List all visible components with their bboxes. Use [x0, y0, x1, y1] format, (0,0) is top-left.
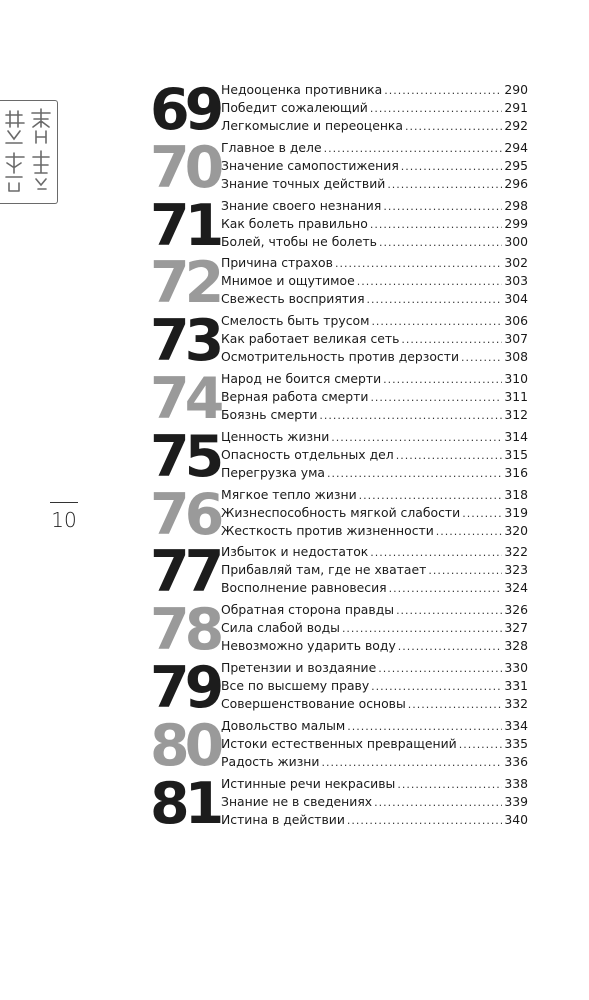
dot-leader [462, 507, 502, 520]
dot-leader [378, 662, 502, 675]
toc-entry[interactable] [221, 562, 528, 580]
dot-leader [389, 582, 503, 595]
toc-entry-title: Причина страхов [221, 255, 333, 270]
toc-entry-page: 314 [504, 429, 528, 444]
toc-entry-page: 326 [504, 602, 528, 617]
toc-entry-page: 335 [504, 736, 528, 751]
dot-leader [331, 431, 502, 444]
chapter-number: 80 [150, 713, 220, 779]
toc-chapter [150, 135, 540, 201]
toc-entry[interactable] [221, 349, 528, 367]
toc-entry-page: 306 [504, 313, 528, 328]
toc-entry-page: 307 [504, 331, 528, 346]
toc-entry-page: 339 [504, 794, 528, 809]
chapter-number: 69 [150, 77, 220, 143]
dot-leader [461, 351, 502, 364]
toc-entry-page: 316 [504, 465, 528, 480]
toc-chapter [150, 424, 540, 490]
toc-entry[interactable] [221, 660, 528, 678]
toc-entry-page: 294 [504, 140, 528, 155]
dot-leader [347, 814, 502, 827]
toc-entry[interactable] [221, 176, 528, 194]
chapter-number: 75 [150, 424, 220, 490]
dot-leader [396, 604, 502, 617]
dot-leader [319, 409, 502, 422]
toc-entry-page: 291 [504, 100, 528, 115]
toc-entry-title: Все по высшему праву [221, 678, 370, 693]
toc-entry-title: Знание не в сведениях [221, 794, 373, 809]
toc-entry-title: Победит сожалеющий [221, 100, 368, 115]
page-number-rule [50, 502, 78, 503]
dot-leader [370, 546, 502, 559]
toc-entry[interactable] [221, 140, 528, 158]
toc-entry[interactable] [221, 678, 528, 696]
toc-entry-page: 331 [504, 678, 528, 693]
toc-entry-title: Как работает великая сеть [221, 331, 400, 346]
dot-leader [371, 680, 502, 693]
toc-entry-title: Главное в деле [221, 140, 322, 155]
toc-entry-title: Мягкое тепло жизни [221, 487, 357, 502]
toc-entry-title: Истинные речи некрасивы [221, 776, 396, 791]
toc-entry[interactable] [221, 465, 528, 483]
toc-entry[interactable] [221, 291, 528, 309]
toc-entry-page: 336 [504, 754, 528, 769]
toc-entry-title: Знание своего незнания [221, 198, 382, 213]
toc-entry-page: 323 [504, 562, 528, 577]
dot-leader [370, 391, 502, 404]
toc-chapter [150, 655, 540, 721]
toc-entry-title: Народ не боится смерти [221, 371, 382, 386]
dot-leader [405, 120, 502, 133]
dot-leader [387, 178, 502, 191]
toc-entry[interactable] [221, 82, 528, 100]
toc-entry-page: 327 [504, 620, 528, 635]
toc-entry[interactable] [221, 736, 528, 754]
dot-leader [321, 756, 502, 769]
toc-entry-page: 340 [504, 812, 528, 827]
chapter-number: 70 [150, 135, 220, 201]
toc-entry-title: Жесткость против жизненности [221, 523, 434, 538]
toc-entry[interactable] [221, 447, 528, 465]
dot-leader [398, 640, 503, 653]
seal-glyphs-icon [0, 101, 58, 205]
toc-entry[interactable] [221, 331, 528, 349]
toc-chapter [150, 482, 540, 548]
toc-entry-page: 303 [504, 273, 528, 288]
toc-entry[interactable] [221, 429, 528, 447]
chapter-number: 77 [150, 539, 220, 605]
toc-entry[interactable] [221, 602, 528, 620]
toc-entry-title: Невозможно ударить воду [221, 638, 396, 653]
page-number: 10 [51, 508, 77, 532]
toc-entry-page: 334 [504, 718, 528, 733]
toc-entry-title: Боязнь смерти [221, 407, 318, 422]
dot-leader [459, 738, 503, 751]
dot-leader [401, 160, 503, 173]
toc-entry[interactable] [221, 216, 528, 234]
seal-stamp [0, 100, 58, 204]
toc-entry-title: Восполнение равновесия [221, 580, 387, 595]
toc-entry[interactable] [221, 487, 528, 505]
toc-entry-title: Истоки естественных превращений [221, 736, 457, 751]
toc-entry-title: Мнимое и ощутимое [221, 273, 355, 288]
chapter-number: 81 [150, 771, 220, 837]
dot-leader [370, 102, 503, 115]
dot-leader [371, 315, 502, 328]
toc-entry-title: Сила слабой воды [221, 620, 340, 635]
toc-entry-title: Обратная сторона правды [221, 602, 395, 617]
toc-entry-title: Перегрузка ума [221, 465, 326, 480]
dot-leader [428, 564, 502, 577]
toc-entry-title: Прибавляй там, где не хватает [221, 562, 427, 577]
dot-leader [335, 257, 502, 270]
toc-chapter [150, 308, 540, 374]
dot-leader [379, 236, 502, 249]
toc-entry-page: 295 [504, 158, 528, 173]
dot-leader [367, 293, 503, 306]
toc-entry-page: 320 [504, 523, 528, 538]
toc-entry[interactable] [221, 313, 528, 331]
toc-entry-page: 322 [504, 544, 528, 559]
toc-entry[interactable] [221, 100, 528, 118]
toc-entry-page: 302 [504, 255, 528, 270]
toc-chapter [150, 539, 540, 605]
toc-entry-page: 298 [504, 198, 528, 213]
toc-entry[interactable] [221, 696, 528, 714]
dot-leader [383, 373, 502, 386]
dot-leader [327, 467, 502, 480]
dot-leader [357, 275, 503, 288]
dot-leader [408, 698, 503, 711]
toc-chapter [150, 250, 540, 316]
toc-entry[interactable] [221, 523, 528, 541]
chapter-number: 73 [150, 308, 220, 374]
toc-entry-page: 315 [504, 447, 528, 462]
toc-chapter [150, 193, 540, 259]
chapter-number: 72 [150, 250, 220, 316]
toc-entry[interactable] [221, 754, 528, 772]
toc-entry-page: 304 [504, 291, 528, 306]
toc-entry-page: 296 [504, 176, 528, 191]
toc-entry-title: Болей, чтобы не болеть [221, 234, 377, 249]
toc-entry-page: 318 [504, 487, 528, 502]
dot-leader [347, 720, 502, 733]
toc-entry[interactable] [221, 389, 528, 407]
toc-entry-page: 312 [504, 407, 528, 422]
toc-entry-title: Знание точных действий [221, 176, 386, 191]
toc-entry-page: 319 [504, 505, 528, 520]
toc-entry[interactable] [221, 812, 528, 830]
toc-entry[interactable] [221, 505, 528, 523]
toc-chapter [150, 713, 540, 779]
toc-entry[interactable] [221, 776, 528, 794]
toc-entry-page: 299 [504, 216, 528, 231]
toc-entry-title: Совершенствование основы [221, 696, 406, 711]
toc-entry-title: Истина в действии [221, 812, 345, 827]
toc-entry[interactable] [221, 718, 528, 736]
toc-entry-title: Довольство малым [221, 718, 346, 733]
toc-entry-page: 290 [504, 82, 528, 97]
toc-entry-title: Опасность отдельных дел [221, 447, 394, 462]
toc-entry-title: Значение самопостижения [221, 158, 399, 173]
toc-entry[interactable] [221, 118, 528, 136]
toc-entry[interactable] [221, 544, 528, 562]
toc-entry-title: Претензии и воздаяние [221, 660, 377, 675]
toc-entry-page: 338 [504, 776, 528, 791]
toc-entry-title: Свежесть восприятия [221, 291, 365, 306]
toc-entry-page: 310 [504, 371, 528, 386]
toc-chapter [150, 366, 540, 432]
toc-entry-page: 308 [504, 349, 528, 364]
dot-leader [397, 778, 502, 791]
dot-leader [374, 796, 502, 809]
toc-chapter [150, 77, 540, 143]
dot-leader [401, 333, 502, 346]
toc-entry-title: Верная работа смерти [221, 389, 369, 404]
toc-entry[interactable] [221, 273, 528, 291]
dot-leader [342, 622, 502, 635]
toc-entry-page: 324 [504, 580, 528, 595]
toc-entry[interactable] [221, 158, 528, 176]
dot-leader [370, 218, 502, 231]
dot-leader [324, 142, 503, 155]
chapter-number: 79 [150, 655, 220, 721]
toc-chapter [150, 771, 540, 837]
toc-entry-page: 292 [504, 118, 528, 133]
toc-entry-title: Смелость быть трусом [221, 313, 370, 328]
dot-leader [436, 525, 503, 538]
toc-chapter [150, 597, 540, 663]
toc-entry[interactable] [221, 255, 528, 273]
chapter-number: 71 [150, 193, 220, 259]
toc-entry-title: Радость жизни [221, 754, 320, 769]
toc-entry-page: 311 [504, 389, 528, 404]
chapter-number: 78 [150, 597, 220, 663]
toc-entry-page: 332 [504, 696, 528, 711]
toc-entry[interactable] [221, 620, 528, 638]
chapter-number: 76 [150, 482, 220, 548]
toc-entry-title: Осмотрительность против дерзости [221, 349, 460, 364]
toc-entry-page: 328 [504, 638, 528, 653]
toc-entry[interactable] [221, 407, 528, 425]
toc-entry-page: 330 [504, 660, 528, 675]
toc-entry[interactable] [221, 638, 528, 656]
toc-entry[interactable] [221, 234, 528, 252]
toc-entry-title: Недооценка противника [221, 82, 383, 97]
toc-entry-title: Избыток и недостаток [221, 544, 369, 559]
chapter-number: 74 [150, 366, 220, 432]
toc-entry-page: 300 [504, 234, 528, 249]
toc-entry-title: Легкомыслие и переоценка [221, 118, 404, 133]
toc-entry-title: Ценность жизни [221, 429, 330, 444]
toc-entry-title: Как болеть правильно [221, 216, 368, 231]
dot-leader [396, 449, 503, 462]
toc-entry[interactable] [221, 794, 528, 812]
dot-leader [384, 84, 502, 97]
toc-entry-title: Жизнеспособность мягкой слабости [221, 505, 461, 520]
toc-entry[interactable] [221, 580, 528, 598]
toc-entry[interactable] [221, 371, 528, 389]
dot-leader [383, 200, 502, 213]
dot-leader [359, 489, 503, 502]
toc-entry[interactable] [221, 198, 528, 216]
